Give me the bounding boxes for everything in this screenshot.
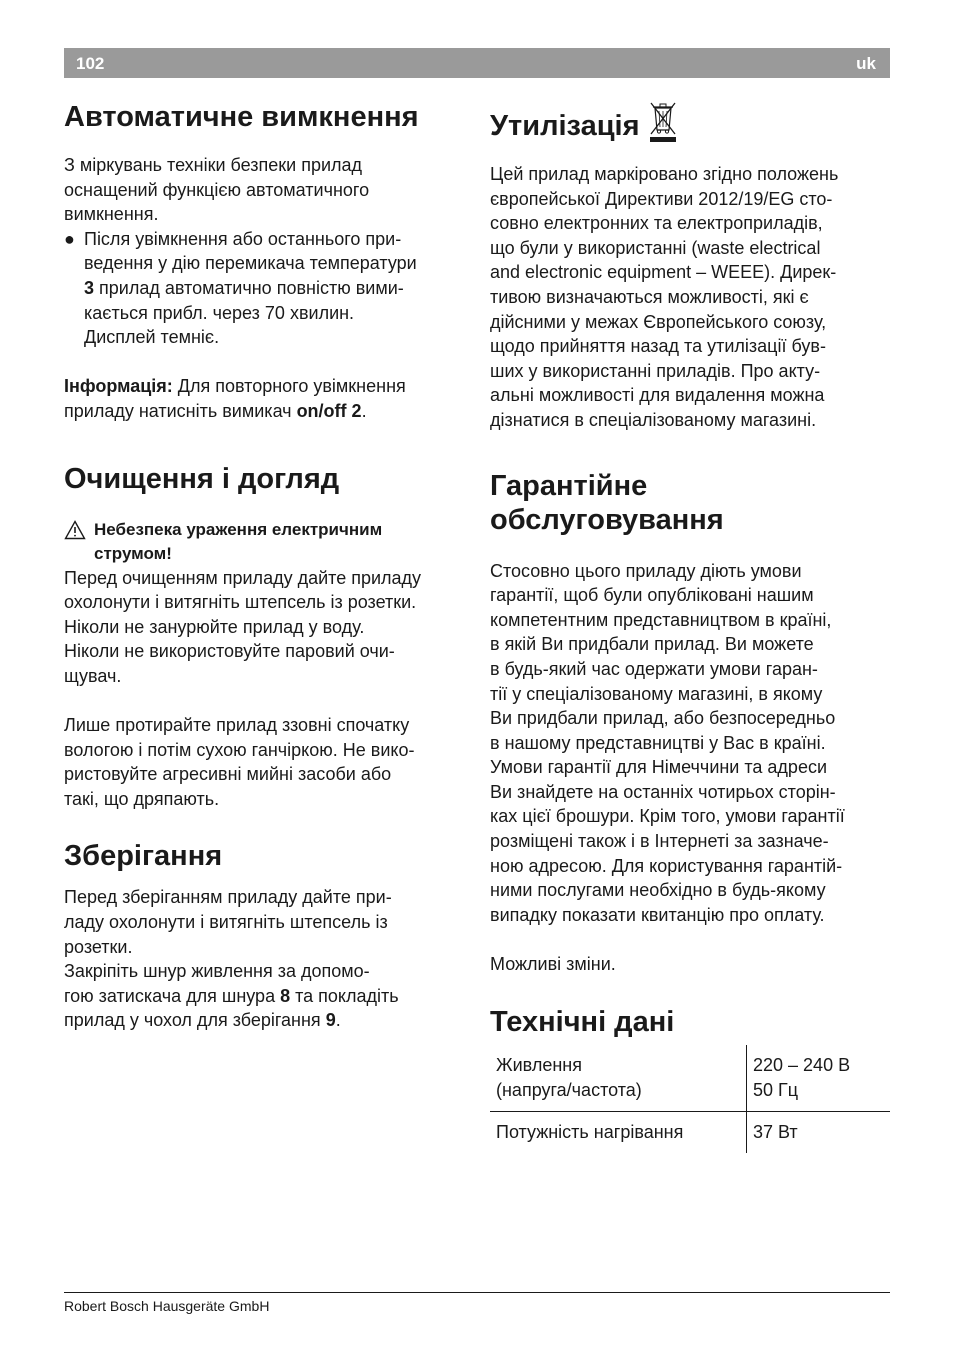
footer-divider [64,1292,890,1293]
spec-key: Потужність нагрівання [496,1121,684,1142]
part-number-8: 8 [280,985,291,1006]
spec-value-sub: 50 Гц [753,1079,799,1100]
part-number-3: 3 [84,277,95,298]
spec-key-sub: (напруга/частота) [496,1079,642,1100]
language-code: uk [856,54,876,73]
disposal-para: Цей прилад маркіровано згідно положень європейської Директиви 2012/19/EG сто- совно електронних та електроприладів, що були у використанні (waste electrical and electronic equipment – WEEE). Дирек- тивою визначаються можливості, які є дійсними у межах Європейського союзу, щодо прийняття назад та утилізації був- ших у використанні приладів. Про акту- альні можливості для видалення можна дізнатися в спеціалізованому магазині. [490,164,839,430]
spec-value: 220 – 240 В [753,1054,851,1075]
page-number: 102 [76,54,105,73]
disposal-heading [490,100,890,143]
electric-shock-warning: Небезпека ураження електричним струмом! [64,518,464,566]
footer-company: Robert Bosch Hausgeräte GmbH [64,1298,270,1314]
changes-note: Можливі зміни. [490,954,616,975]
cleaning-para-2: Лише протирайте прилад ззовні спочатку вологою і потім сухою ганчіркою. Не вико- ристовуйте агресивні мийні засоби або такі, що дряпають. [64,715,415,809]
info-label: Інформація: [64,376,173,397]
weee-bin-icon [646,100,680,149]
auto-off-info: Інформація: Для повторного увімкнення приладу натисніть вимикач on/off 2. [64,376,406,421]
table-row [490,1045,890,1112]
header-bar [64,48,890,78]
auto-off-intro: З міркувань техніки безпеки прилад оснащений функцією автоматичного вимкнення. [64,155,370,225]
disposal-title: Утилізація [490,110,640,142]
warranty-title: Гарантійне обслуговування [490,469,724,536]
auto-off-title: Автоматичне вимкнення [64,101,419,133]
spec-value: 37 Вт [753,1121,798,1142]
bullet-icon: ● [64,228,75,249]
warranty-para: Стосовно цього приладу діють умови гарантії, щоб були опубліковані нашим компетентним представництвом в країні, в якій Ви придбали прилад. Ви можете в будь-який час одержати умови гаран- тії у спеціалізованому магазині, в якому Ви придбали прилад, або безпосередньо в нашому представництві у Вас в країні. Умови гарантії для Німеччини та адреси Ви знайдете на останніх чотирьох сторін- ках цієї брошури. Крім того, умови гарантії розміщені також і в Інтернеті за зазначе- ною адресою. Для користування гарантій- ними послугами необхідно в будь-якому випадку показати квитанцію про оплату. [490,560,845,925]
storage-title: Зберігання [64,840,223,873]
spec-key: Живлення [496,1054,582,1075]
table-row [490,1111,890,1153]
auto-off-bullet: ● Після увімкнення або останнього при- ведення у дію перемикача температури 3 прилад автоматично повністю вими- кається прибл. через 70 хвилин. Дисплей темніє. [64,227,464,350]
tech-data-table [490,1045,890,1153]
right-column [490,96,890,1153]
part-number-9: 9 [325,1010,336,1031]
cleaning-para-1: Перед очищенням приладу дайте приладу охолонути і витягніть штепсель із розетки. Ніколи не занурюйте прилад у воду. Ніколи не використовуйте паровий очи- щувач. [64,567,422,686]
tech-data-title: Технічні дані [490,1005,675,1038]
cleaning-title: Очищення і догляд [64,462,340,495]
warning-triangle-icon [64,518,94,566]
storage-para: Перед зберіганням приладу дайте при- ладу охолонути і витягніть штепсель із розетки. Закріпіть шнур живлення за допомо- гою затискача для шнура 8 та покладіть прилад у чохол для зберігання 9. [64,887,399,1031]
on-off-switch-ref: on/off 2 [296,400,362,421]
left-column [64,96,464,1033]
